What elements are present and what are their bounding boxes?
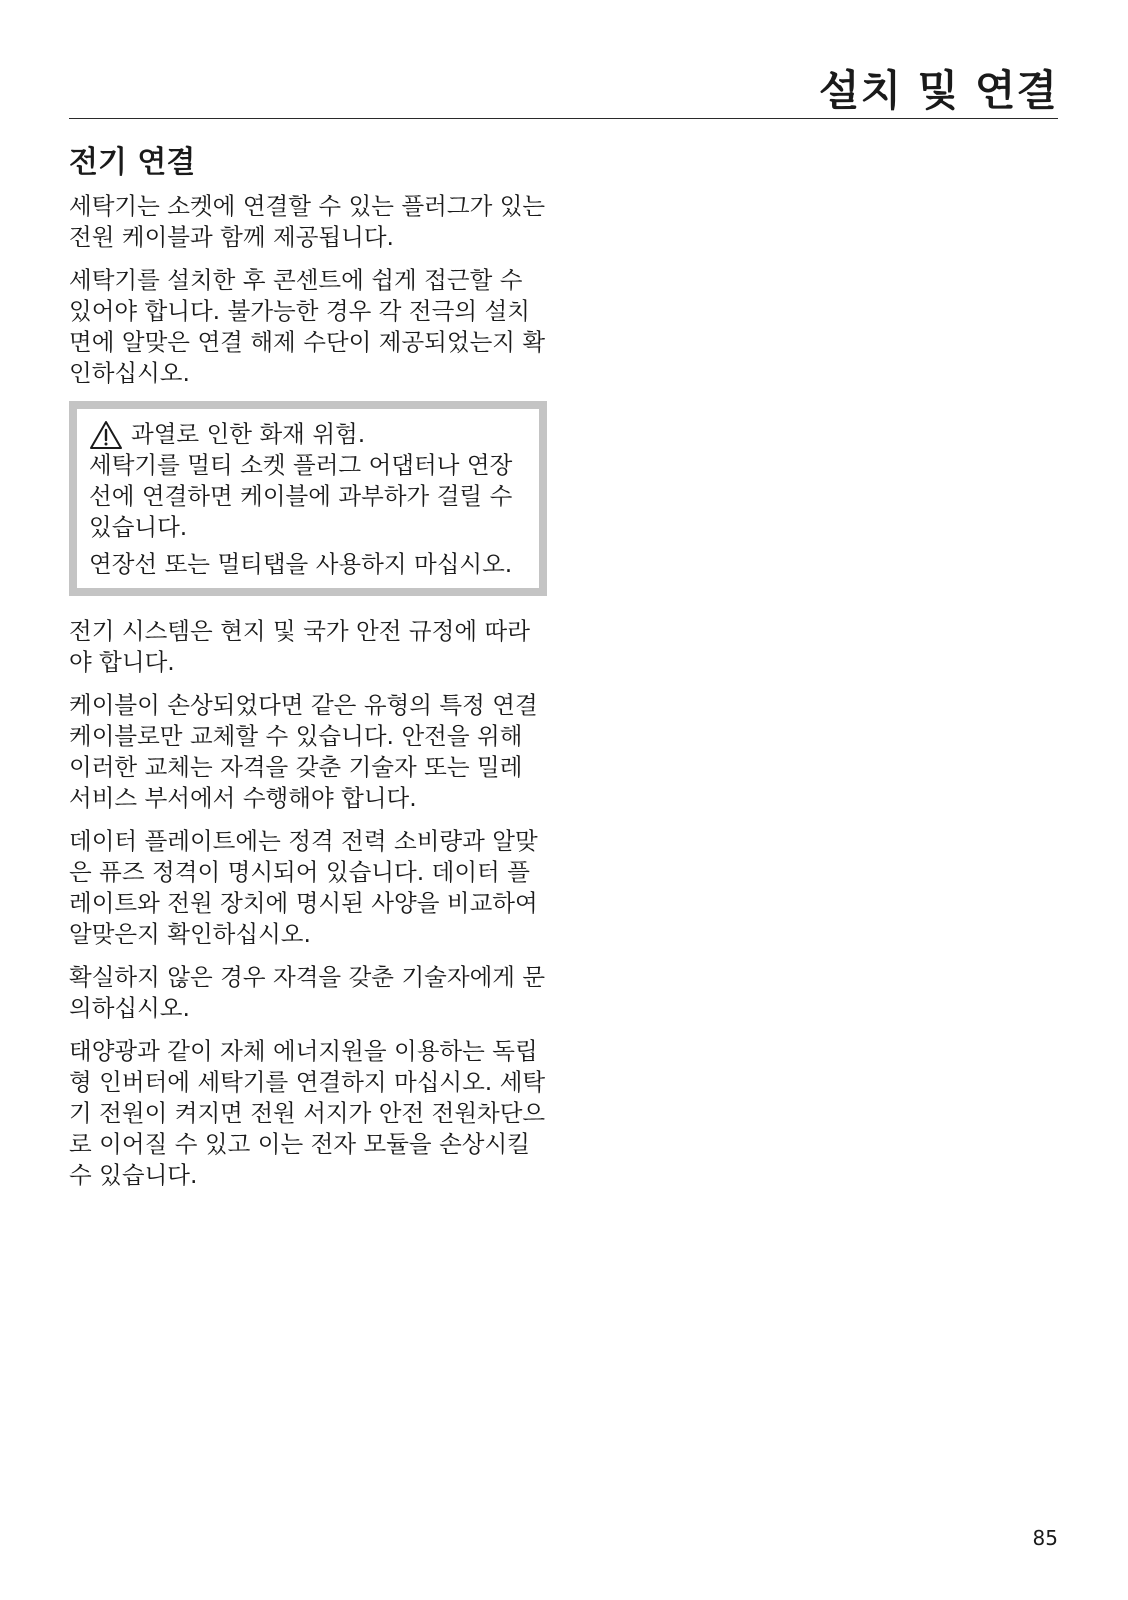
header-divider: [69, 118, 1058, 119]
warning-text: 연장선 또는 멀티탭을 사용하지 마십시오.: [89, 550, 513, 578]
content-column: [69, 143, 547, 1203]
paragraph: 케이블이 손상되었다면 같은 유형의 특정 연결 케이블로만 교체할 수 있습니다. 안전을 위해 이러한 교체는 자격을 갖춘 기술자 또는 밀레 서비스 부서에서 수행해야 합니다.: [69, 691, 538, 812]
warning-text: 세탁기를 멀티 소켓 플러그 어댑터나 연장선에 연결하면 케이블에 과부하가 걸릴 수 있습니다.: [89, 451, 513, 541]
paragraph: 세탁기를 설치한 후 콘센트에 쉽게 접근할 수 있어야 합니다. 불가능한 경우 각 전극의 설치면에 알맞은 연결 해제 수단이 제공되었는지 확인하십시오.: [69, 266, 546, 387]
paragraph: 태양광과 같이 자체 에너지원을 이용하는 독립형 인버터에 세탁기를 연결하지 마십시오. 세탁기 전원이 켜지면 전원 서지가 안전 전원차단으로 이어질 수 있고 이는 전자 모듈을 손상시킬 수 있습니다.: [69, 1037, 546, 1189]
warning-box: [69, 401, 547, 596]
page-heading: 전기 연결: [69, 145, 196, 180]
page-number: 85: [1032, 1526, 1058, 1550]
warning-title: 과열로 인한 화재 위험.: [131, 420, 366, 448]
paragraph: 확실하지 않은 경우 자격을 갖춘 기술자에게 문의하십시오.: [69, 963, 546, 1022]
paragraph: 데이터 플레이트에는 정격 전력 소비량과 알맞은 퓨즈 정격이 명시되어 있습니다. 데이터 플레이트와 전원 장치에 명시된 사양을 비교하여 알맞은지 확인하십시오.: [69, 827, 538, 948]
warning-title-line: [89, 419, 527, 450]
paragraph: 세탁기는 소켓에 연결할 수 있는 플러그가 있는 전원 케이블과 함께 제공됩니다.: [69, 192, 546, 251]
warning-triangle-icon: [89, 420, 123, 450]
section-title: 설치 및 연결: [818, 66, 1058, 115]
paragraph: 전기 시스템은 현지 및 국가 안전 규정에 따라야 합니다.: [69, 617, 530, 676]
